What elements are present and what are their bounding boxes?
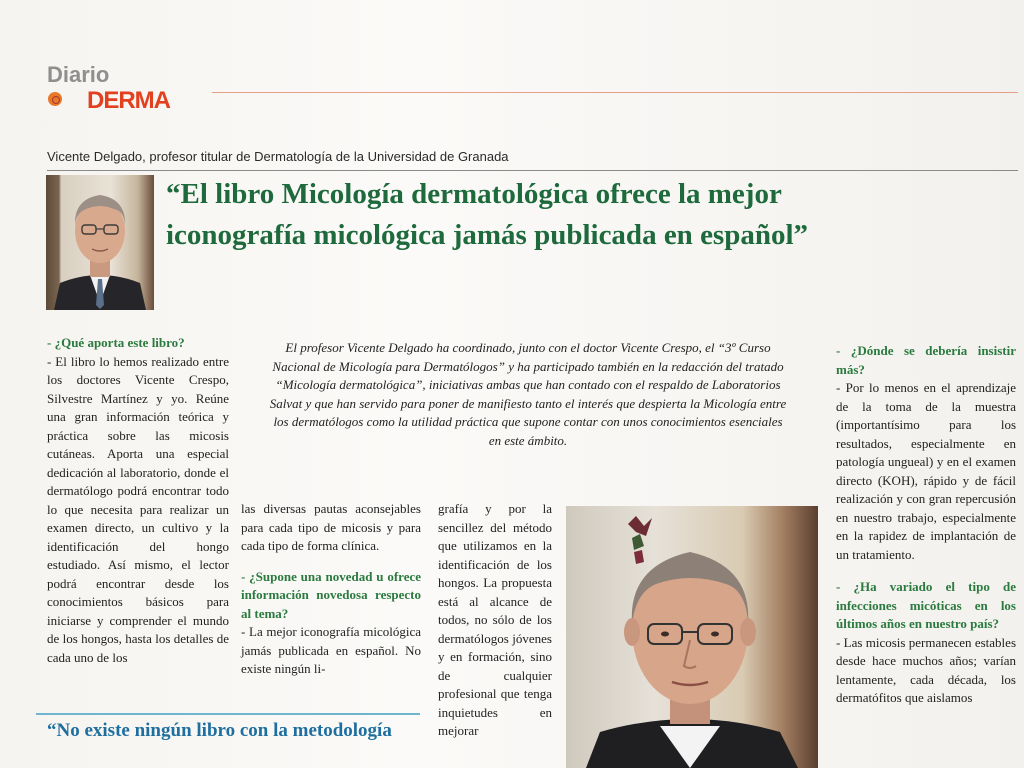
question-4: - ¿Ha variado el tipo de infecciones micóticas en los últimos años en nuestro país? [836,579,1016,631]
subtitle-divider [47,170,1018,171]
question-2: - ¿Supone una novedad u ofrece información novedosa respecto al tema? [241,568,421,621]
brand-diario: Diario [47,62,110,87]
portrait-large-illustration [566,506,818,768]
column-4 [836,342,1016,708]
portrait-photo-small [46,175,154,310]
answer-3: - Por lo menos en el aprendizaje de la toma de la muestra (importantísimo para los resultados, especialmente en patología ungueal) y en el examen directo (KOH), rápido y de fácil realización y con gran repercusión en nuestro trabajo, especialmente en la rapidez de implantación de un tratamiento. [836,380,1016,562]
column-2 [241,500,421,679]
answer-1: - El libro lo hemos realizado entre los doctores Vicente Crespo, Silvestre Martínez y yo. Reúne una gran información teórica y práctica sobre las micosis cutáneas. Aporta una especial dedicación al laboratorio, donde el dermatólogo podrá encontrar todo lo que necesita para realizar un examen directo, un cultivo y la identificación del hongo estudiado. Así mismo, el lector podrá encontrar desde los conocimientos básicos para iniciarse y comprender el mundo de los hongos, hasta los detalles de cada uno de los [47,353,229,665]
portrait-photo-large [566,506,818,768]
question-3: - ¿Dónde se debería insistir más? [836,343,1016,377]
question-1: - ¿Qué aporta este libro? [47,335,185,350]
masthead-divider [212,92,1018,93]
brand-derma: DERMA [87,87,170,114]
pullquote: “No existe ningún libro con la metodología [47,720,392,741]
answer-4: - Las micosis permanecen estables desde hace muchos años; varían lentamente, cada década, los dermatófitos que aislamos [836,634,1016,705]
column-1 [47,334,229,667]
pullquote-divider [36,713,420,715]
column-2-text: las diversas pautas aconsejables para cada tipo de micosis y para cada tipo de forma clínica. [241,501,421,553]
answer-2: - La mejor iconografía micológica jamás publicada en español. No existe ningún li- [241,624,421,676]
brand-logo-icon [48,92,62,106]
column-3 [438,500,552,741]
article-subtitle: Vicente Delgado, profesor titular de Dermatología de la Universidad de Granada [47,149,509,164]
portrait-small-illustration [46,175,154,310]
article-intro: El profesor Vicente Delgado ha coordinado, junto con el doctor Vicente Crespo, el “3º Curso Nacional de Micología para Dermatólogos” y ha participado también en la redacción del tratado “Micología dermatológica”, iniciativas ambas que han contado con el respaldo de Laboratorios Salvat y que han servido para poner de manifiesto tanto el interés que despierta la Micología entre los dermatólogos como la utilidad práctica que supone contar con unos conocimientos esenciales en este ámbito. [269,340,787,448]
article-headline: “El libro Micología dermatológica ofrece la mejor iconografía micológica jamás publicada en español” [166,178,809,251]
column-3-text: grafía y por la sencillez del método que utilizamos en la identificación de los hongos. La propuesta está al alcance de todos, no sólo de los dermatólogos jóvenes y en formación, sino de cualquier profesional que tenga inquietudes en mejorar [438,501,552,738]
